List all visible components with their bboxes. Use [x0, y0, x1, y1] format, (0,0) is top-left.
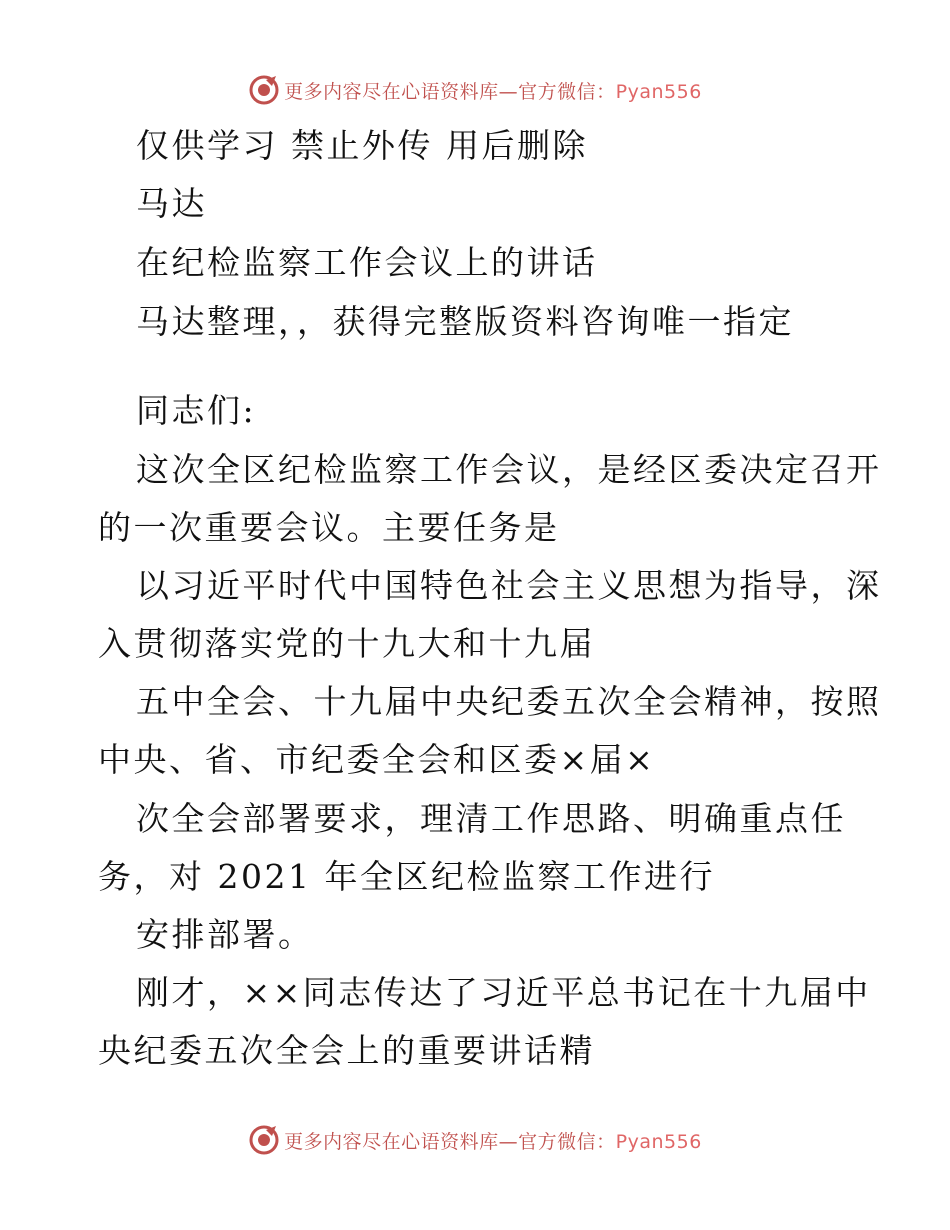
body-line: 安排部署。 [136, 915, 314, 954]
body-line: 入贯彻落实党的十九大和十九届 [98, 624, 595, 663]
header-banner [0, 70, 950, 110]
body-line: 中央、省、市纪委全会和区委×届× [98, 740, 656, 779]
body-line: 央纪委五次全会上的重要讲话精 [98, 1031, 595, 1070]
body-line: 务，对 2021 年全区纪检监察工作进行 [98, 857, 715, 896]
compiler-note: 马达整理，，获得完整版资料咨询唯一指定 [136, 302, 794, 341]
author-line: 马达 [136, 184, 207, 223]
body-line: 的一次重要会议。主要任务是 [98, 508, 560, 547]
body-line: 五中全会、十九届中央纪委五次全会精神，按照 [136, 682, 882, 721]
footer-banner [0, 1120, 950, 1160]
header-banner-text: 更多内容尽在心语资料库—官方微信：Pyan556 [284, 80, 702, 103]
speech-title: 在纪检监察工作会议上的讲话 [136, 243, 598, 282]
header-banner-contact: Pyan556 [615, 80, 702, 103]
footer-banner-text: 更多内容尽在心语资料库—官方微信：Pyan556 [284, 1130, 702, 1153]
body-line: 以习近平时代中国特色社会主义思想为指导，深 [136, 566, 882, 605]
notice-line: 仅供学习 禁止外传 用后删除 [136, 126, 588, 165]
salutation: 同志们: [136, 391, 257, 430]
logo-icon [248, 1124, 280, 1156]
body-line: 次全会部署要求，理清工作思路、明确重点任 [136, 799, 846, 838]
body-line: 这次全区纪检监察工作会议，是经区委决定召开 [136, 450, 882, 489]
body-line: 刚才，××同志传达了习近平总书记在十九届中 [136, 973, 871, 1012]
footer-banner-contact: Pyan556 [615, 1130, 702, 1153]
logo-icon [248, 74, 280, 106]
